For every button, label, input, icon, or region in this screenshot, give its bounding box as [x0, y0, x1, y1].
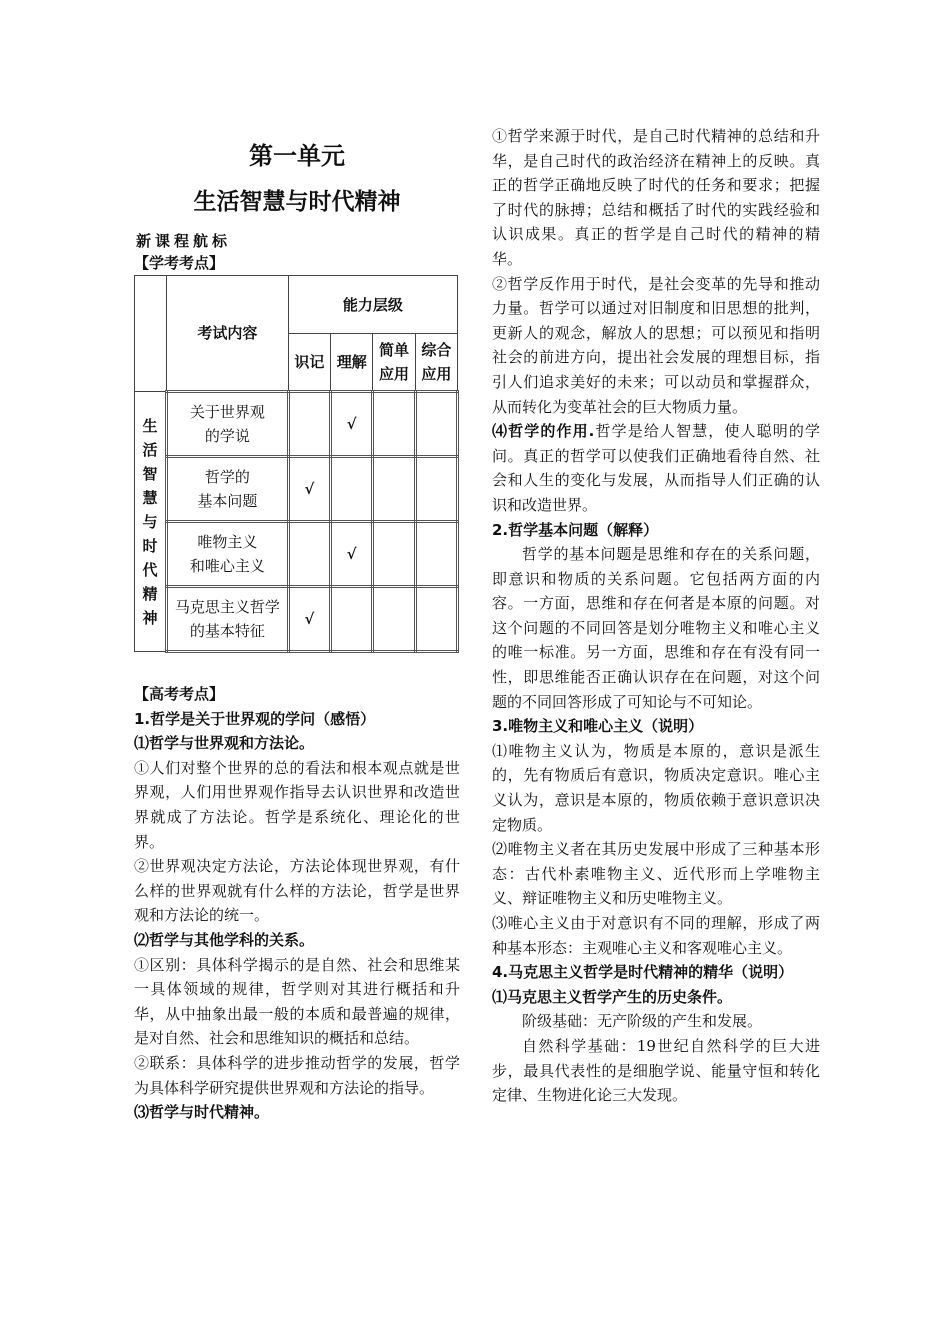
- paragraph: ②联系：具体科学的进步推动哲学的发展，哲学为具体科学研究提供世界观和方法论的指导。: [134, 1053, 460, 1097]
- paragraph: 自然科学基础：19世纪自然科学的巨大进步，最具代表性的是细胞学说、能量守恒和转化定律、生物进化论三大发现。: [492, 1036, 820, 1105]
- inline-heading: ⑷哲学的作用.: [492, 422, 595, 441]
- section-heading: 3.唯物主义和唯心主义（说明）: [492, 717, 704, 736]
- check-cell: [288, 392, 330, 457]
- subsection-heading: ⑶哲学与时代精神。: [134, 1103, 270, 1122]
- section-nav-heading: 新课程航标: [136, 232, 232, 250]
- xuekao-heading: 【学考考点】: [134, 254, 225, 272]
- table-row-label: 关于世界观 的学说: [166, 392, 288, 457]
- paragraph: 哲学的基本问题是思维和存在的关系问题，即意识和物质的关系问题。它包括两方面的内容。一方面，思维和存在何者是本原的问题。对这个问题的不同回答是划分唯物主义和唯心主义的唯一标准。另一方面，思维和存在有没有同一性，即思维能否正确认识存在在问题，对这个问题的不同回答形成了可知论与不可知论。: [492, 545, 820, 711]
- check-cell: [415, 392, 457, 457]
- check-cell: [373, 392, 415, 457]
- check-cell: [331, 457, 373, 522]
- section-heading: 4.马克思主义哲学是时代精神的精华（说明）: [492, 963, 794, 982]
- right-column-text: [492, 124, 820, 1108]
- check-cell: √: [331, 522, 373, 587]
- level-header: 识记: [288, 334, 330, 392]
- paragraph: ②哲学反作用于时代，是社会变革的先导和推动力量。哲学可以通过对旧制度和旧思想的批判，更新人的观念，解放人的思想；可以预见和指明社会的前进方向，提出社会发展的理想目标，指引人们追求美好的未来；可以动员和掌握群众，从而转化为变革社会的巨大物质力量。: [492, 274, 820, 416]
- paragraph: ①区别：具体科学揭示的是自然、社会和思维某一具体领域的规律，哲学则对其进行概括和升华，从中抽象出最一般的本质和最普遍的规律，是对自然、社会和思维知识的概括和总结。: [134, 955, 460, 1048]
- level-header: 理解: [331, 334, 373, 392]
- check-cell: √: [288, 587, 330, 652]
- check-cell: [415, 457, 457, 522]
- paragraph: ②世界观决定方法论，方法论体现世界观，有什么样的世界观就有什么样的方法论，哲学是世界观和方法论的统一。: [134, 857, 460, 925]
- left-column-text: [134, 682, 460, 1125]
- check-cell: [373, 522, 415, 587]
- check-cell: [415, 587, 457, 652]
- check-cell: [331, 587, 373, 652]
- page-title: 生活智慧与时代精神: [193, 189, 401, 215]
- check-cell: √: [288, 457, 330, 522]
- paragraph: ⑶唯心主义由于对意识有不同的理解，形成了两种基本形态：主观唯心主义和客观唯心主义。: [492, 914, 820, 957]
- check-cell: [373, 587, 415, 652]
- check-cell: [288, 522, 330, 587]
- section-heading: 1.哲学是关于世界观的学问（感悟）: [134, 709, 376, 728]
- check-cell: [415, 522, 457, 587]
- paragraph: ⑵唯物主义者在其历史发展中形成了三种基本形态：古代朴素唯物主义、近代形而上学唯物主义、辩证唯物主义和历史唯物主义。: [492, 840, 820, 908]
- inline-text: 哲学是给人智慧，使人聪明的学问。真正的哲学可以使我们正确地看待自然、社会和人生的变化与发展，从而指导人们正确的认识和改造世界。: [492, 422, 820, 514]
- check-cell: √: [331, 392, 373, 457]
- check-cell: [373, 457, 415, 522]
- paragraph: [492, 419, 820, 517]
- paragraph: ⑴唯物主义认为，物质是本原的，意识是派生的，先有物质后有意识，物质决定意识。唯心主义认为，意识是本原的，物质依赖于意识意识决定物质。: [492, 741, 820, 834]
- subsection-heading: ⑵哲学与其他学科的关系。: [134, 930, 315, 949]
- table-row-label: 唯物主义 和唯心主义: [166, 522, 288, 587]
- paragraph: ①哲学来源于时代，是自己时代精神的总结和升华，是自己时代的政治经济在精神上的反映。真正的哲学正确地反映了时代的任务和要求；把握了时代的脉搏；总结和概括了时代的实践经验和认识成果。真正的哲学是自己时代的精神的精华。: [492, 127, 820, 268]
- unit-title: 第一单元: [249, 142, 345, 170]
- paragraph: ①人们对整个世界的总的看法和根本观点就是世界观，人们用世界观作指导去认识世界和改造世界就成了方法论。哲学是系统化、理论化的世界。: [134, 758, 460, 851]
- gaokao-heading: 【高考考点】: [134, 685, 225, 703]
- table-corner: [135, 276, 167, 392]
- ability-header: 能力层级: [288, 276, 457, 334]
- table-row-label: 哲学的 基本问题: [166, 457, 288, 522]
- content-header: 考试内容: [166, 276, 288, 392]
- level-header: 简单 应用: [373, 334, 415, 392]
- table-row-label: 马克思主义哲学 的基本特征: [166, 587, 288, 652]
- subsection-heading: ⑴马克思主义哲学产生的历史条件。: [492, 987, 733, 1006]
- topic-cell: 生活 智慧 与 时代 精神: [135, 392, 167, 652]
- subsection-heading: ⑴哲学与世界观和方法论。: [134, 734, 315, 753]
- level-header: 综合 应用: [415, 334, 457, 392]
- paragraph: 阶级基础：无产阶级的产生和发展。: [522, 1012, 763, 1031]
- section-heading: 2.哲学基本问题（解释）: [492, 520, 659, 539]
- exam-points-table: [134, 275, 459, 653]
